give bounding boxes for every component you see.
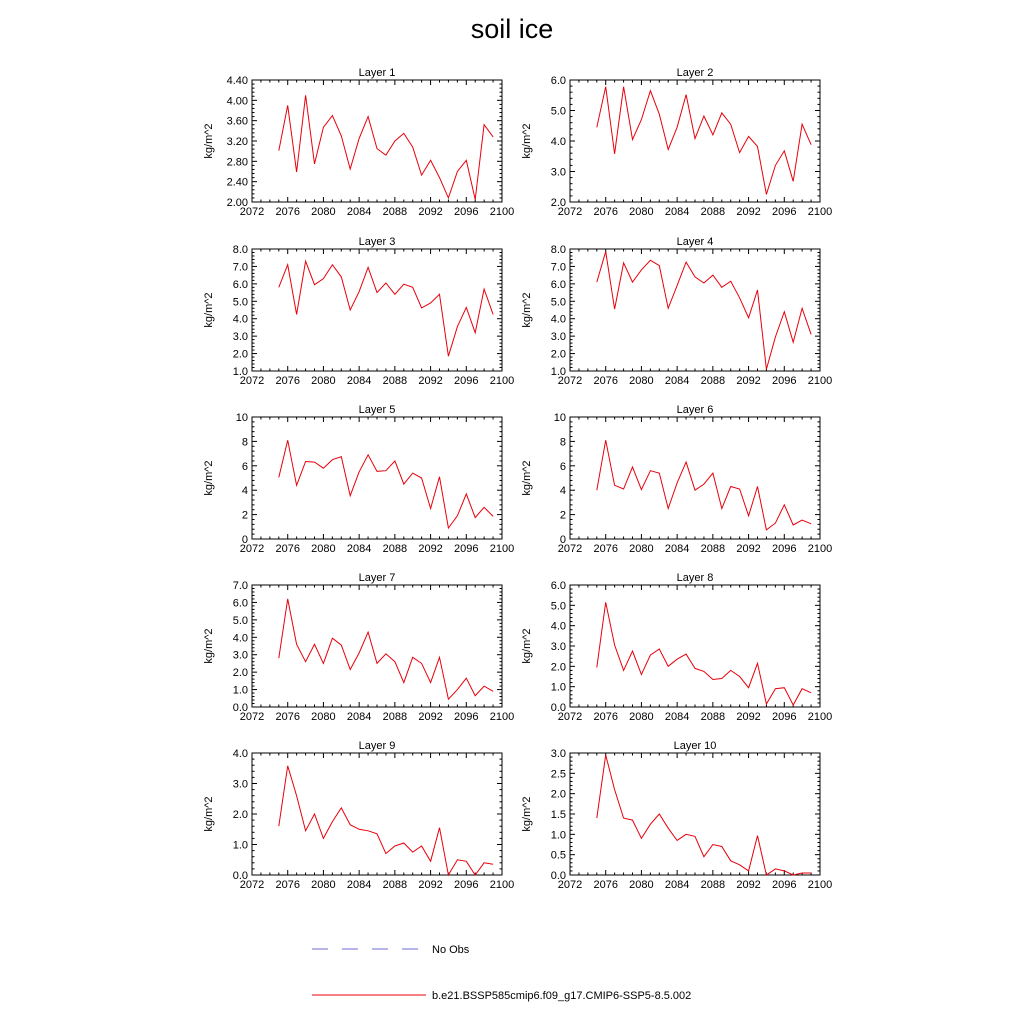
x-tick-label: 2088 [700,543,726,555]
x-tick-label: 2088 [700,375,726,387]
y-tick-label: 4.0 [232,632,248,645]
page-title: soil ice [470,14,554,44]
y-tick-label: 2.00 [226,197,248,209]
x-tick-label: 2092 [736,543,761,555]
y-tick-label: 4.0 [550,620,566,633]
x-tick-label: 2072 [557,879,583,891]
x-tick-label: 2076 [275,711,300,723]
x-tick-label: 2080 [311,206,336,218]
y-tick-label: 3.0 [550,748,566,760]
plot-frame [252,585,502,707]
y-tick-label: 0.5 [550,849,566,862]
panel-layer-3 [203,236,514,387]
y-tick-label: 3.0 [232,331,248,344]
y-tick-label: 3.0 [232,649,248,662]
x-tick-label: 2076 [275,206,300,218]
panel-title: Layer 4 [676,236,714,248]
x-tick-label: 2096 [772,375,797,387]
x-tick-label: 2072 [557,375,583,387]
panel-layer-5 [203,404,514,555]
plot-frame [252,249,502,371]
panel-layer-8 [521,572,832,723]
x-tick-label: 2080 [629,711,654,723]
panel-title: Layer 9 [358,740,396,752]
y-tick-label: 3.60 [226,115,248,128]
y-axis-label: kg/m^2 [203,796,215,832]
y-tick-label: 4 [559,485,566,498]
x-tick-label: 2088 [382,375,408,387]
x-tick-label: 2080 [629,543,654,555]
x-tick-label: 2084 [346,711,372,723]
series-line [597,602,811,705]
y-tick-label: 5.0 [550,105,566,118]
x-tick-label: 2076 [593,206,618,218]
x-tick-label: 2072 [239,375,265,387]
x-tick-label: 2096 [772,879,797,891]
y-tick-label: 7.0 [550,261,566,274]
x-tick-label: 2096 [772,711,797,723]
panel-title: Layer 7 [358,572,396,584]
y-tick-label: 2.0 [550,197,566,209]
x-tick-label: 2096 [772,206,797,218]
y-tick-label: 2.0 [550,661,566,674]
x-tick-label: 2084 [664,711,690,723]
plot-frame [570,585,820,707]
y-tick-label: 0.0 [232,702,248,714]
x-tick-label: 2084 [346,375,372,387]
x-tick-label: 2080 [311,375,336,387]
x-tick-label: 2100 [807,879,833,891]
y-tick-label: 6.0 [232,597,248,610]
x-tick-label: 2072 [557,543,583,555]
panel-title: Layer 1 [358,67,396,79]
y-tick-label: 6 [241,460,248,473]
x-tick-label: 2092 [736,375,761,387]
x-tick-label: 2100 [807,711,833,723]
y-tick-label: 8 [241,436,248,449]
x-tick-label: 2092 [736,206,761,218]
y-tick-label: 7.0 [232,261,248,274]
y-tick-label: 8.0 [550,244,566,256]
y-axis-label: kg/m^2 [203,628,215,664]
x-tick-label: 2088 [700,711,726,723]
y-tick-label: 0.0 [232,870,248,882]
x-tick-label: 2072 [239,543,265,555]
panel-title: Layer 2 [676,67,714,79]
x-tick-label: 2092 [418,711,443,723]
y-axis-label: kg/m^2 [521,628,533,664]
x-tick-label: 2088 [382,879,408,891]
x-tick-label: 2080 [629,206,654,218]
x-tick-label: 2080 [629,879,654,891]
y-tick-label: 6 [559,460,566,473]
panel-layer-6 [521,404,832,555]
y-tick-label: 3.0 [550,641,566,653]
x-tick-label: 2088 [382,543,408,555]
series-line [597,252,811,370]
y-tick-label: 4.0 [550,313,566,326]
x-tick-label: 2088 [382,206,408,218]
y-tick-label: 4.40 [226,75,248,87]
legend-obs-label: No Obs [432,944,470,956]
y-tick-label: 10 [235,412,248,424]
x-tick-label: 2072 [557,206,583,218]
panel-layer-2 [521,67,832,218]
series-line [597,87,811,195]
x-tick-label: 2100 [489,375,515,387]
x-tick-label: 2080 [311,543,336,555]
y-tick-label: 4 [241,485,248,498]
y-tick-label: 2.0 [550,348,566,361]
x-tick-label: 2084 [346,206,372,218]
series-line [279,599,493,699]
panel-layer-7 [203,572,514,723]
y-tick-label: 0.0 [550,870,566,882]
x-tick-label: 2084 [664,879,690,891]
panel-layer-1 [203,67,514,218]
y-tick-label: 4.0 [232,313,248,326]
legend-model-label: b.e21.BSSP585cmip6.f09_g17.CMIP6-SSP5-8.5.002 [432,990,692,1002]
x-tick-label: 2088 [700,206,726,218]
x-tick-label: 2084 [664,543,690,555]
x-tick-label: 2076 [275,375,300,387]
x-tick-label: 2096 [454,543,479,555]
y-tick-label: 8 [559,436,566,449]
panel-layer-9 [203,740,514,891]
x-tick-label: 2100 [489,543,515,555]
panel-title: Layer 8 [676,572,714,584]
y-tick-label: 6.0 [550,580,566,592]
y-tick-label: 2.0 [232,667,248,680]
x-tick-label: 2076 [593,879,618,891]
y-tick-label: 4.0 [550,136,566,148]
y-tick-label: 2.80 [226,156,248,169]
panel-title: Layer 10 [673,740,717,752]
series-line [279,261,493,356]
x-tick-label: 2084 [346,543,372,555]
series-line [597,755,811,875]
x-tick-label: 2096 [454,206,479,218]
series-line [279,440,493,528]
panel-layer-10 [521,740,832,891]
x-tick-label: 2084 [346,879,372,891]
y-tick-label: 4.0 [232,748,248,760]
y-tick-label: 6.0 [232,278,248,291]
y-tick-label: 0.0 [550,702,566,714]
y-tick-label: 1.5 [550,809,566,821]
y-tick-label: 2.0 [550,788,566,801]
x-tick-label: 2076 [275,879,300,891]
x-tick-label: 2092 [418,206,443,218]
y-tick-label: 2.0 [232,809,248,821]
x-tick-label: 2084 [664,206,690,218]
y-axis-label: kg/m^2 [521,460,533,496]
x-tick-label: 2072 [557,711,583,723]
x-tick-label: 2080 [311,879,336,891]
y-tick-label: 3.0 [232,778,248,791]
y-axis-label: kg/m^2 [521,796,533,832]
y-tick-label: 2 [559,509,566,522]
y-tick-label: 2.40 [226,176,248,189]
y-axis-label: kg/m^2 [521,292,533,328]
panel-layer-4 [521,236,832,387]
y-tick-label: 3.0 [550,331,566,344]
x-tick-label: 2072 [239,879,265,891]
y-tick-label: 5.0 [550,600,566,613]
x-tick-label: 2092 [736,879,761,891]
y-tick-label: 3.0 [550,166,566,179]
y-axis-label: kg/m^2 [203,460,215,496]
x-tick-label: 2092 [418,879,443,891]
x-tick-label: 2100 [807,543,833,555]
y-tick-label: 10 [553,412,566,424]
x-tick-label: 2096 [454,375,479,387]
x-tick-label: 2096 [454,879,479,891]
y-axis-label: kg/m^2 [203,292,215,328]
y-axis-label: kg/m^2 [203,123,215,159]
series-line [279,766,493,875]
x-tick-label: 2100 [807,375,833,387]
panel-title: Layer 3 [358,236,396,248]
series-line [279,95,493,199]
y-tick-label: 2.5 [550,768,566,781]
x-tick-label: 2100 [489,879,515,891]
x-tick-label: 2076 [593,711,618,723]
plot-frame [252,80,502,202]
x-tick-label: 2088 [700,879,726,891]
y-tick-label: 6.0 [550,75,566,87]
y-tick-label: 1.0 [550,829,566,842]
y-tick-label: 0 [241,534,248,546]
y-axis-label: kg/m^2 [521,123,533,159]
x-tick-label: 2100 [489,711,515,723]
x-tick-label: 2092 [418,375,443,387]
series-line [597,440,811,530]
y-tick-label: 5.0 [550,296,566,309]
x-tick-label: 2076 [593,375,618,387]
panel-title: Layer 6 [676,404,714,416]
y-tick-label: 0 [559,534,566,546]
plot-frame [570,753,820,875]
plot-frame [570,417,820,539]
x-tick-label: 2072 [239,206,265,218]
x-tick-label: 2088 [382,711,408,723]
plot-frame [252,417,502,539]
x-tick-label: 2076 [593,543,618,555]
x-tick-label: 2080 [311,711,336,723]
y-tick-label: 1.0 [232,684,248,697]
y-tick-label: 5.0 [232,614,248,627]
plot-frame [570,249,820,371]
x-tick-label: 2100 [807,206,833,218]
y-tick-label: 5.0 [232,296,248,309]
x-tick-label: 2096 [772,543,797,555]
x-tick-label: 2092 [418,543,443,555]
y-tick-label: 4.00 [226,95,248,108]
x-tick-label: 2076 [275,543,300,555]
y-tick-label: 1.0 [550,366,566,378]
y-tick-label: 2.0 [232,348,248,361]
y-tick-label: 8.0 [232,244,248,256]
x-tick-label: 2072 [239,711,265,723]
x-tick-label: 2100 [489,206,515,218]
x-tick-label: 2096 [454,711,479,723]
y-tick-label: 6.0 [550,278,566,291]
y-tick-label: 2 [241,509,248,522]
y-tick-label: 1.0 [232,366,248,378]
y-tick-label: 7.0 [232,580,248,592]
y-tick-label: 1.0 [550,681,566,694]
y-tick-label: 1.0 [232,839,248,852]
x-tick-label: 2080 [629,375,654,387]
y-tick-label: 3.20 [226,136,248,148]
x-tick-label: 2084 [664,375,690,387]
panel-title: Layer 5 [358,404,396,416]
x-tick-label: 2092 [736,711,761,723]
